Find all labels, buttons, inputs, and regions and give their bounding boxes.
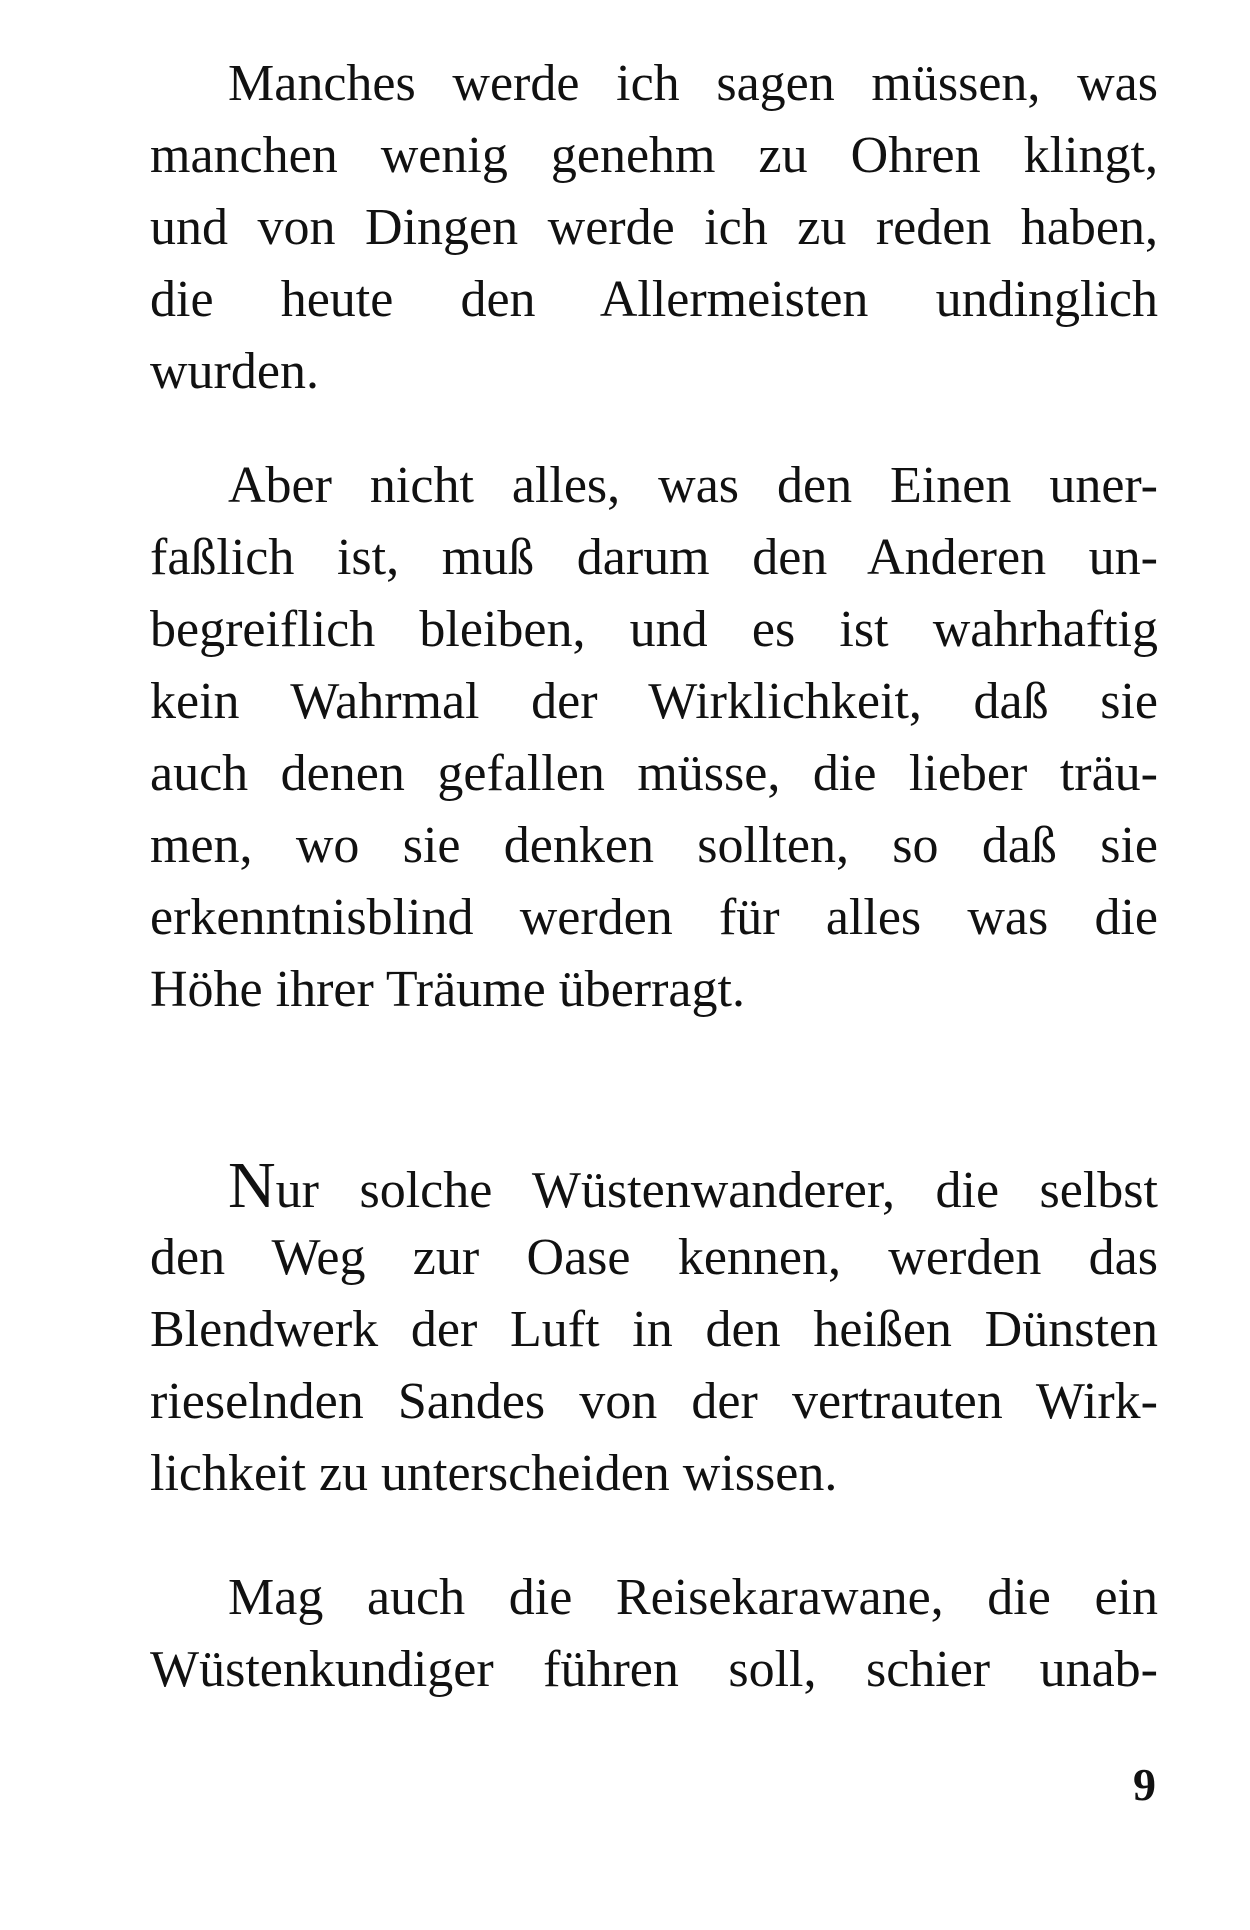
text-line: lichkeit zu unterscheiden wissen.	[150, 1445, 838, 1502]
paragraph-2	[150, 450, 1158, 1026]
text-line: Mag auch die Reisekarawane, die ein	[228, 1569, 1158, 1626]
text-line-first	[150, 1150, 1158, 1222]
text-line: erkenntnisblind werden für alles was die	[150, 889, 1158, 946]
text-line: Blendwerk der Luft in den heißen Dünsten	[150, 1301, 1158, 1358]
text-line: rieselnden Sandes von der vertrauten Wirk-	[150, 1373, 1158, 1430]
text-line: Wüstenkundiger führen soll, schier unab-	[150, 1641, 1158, 1698]
text-line: und von Dingen werde ich zu reden haben,	[150, 199, 1158, 256]
paragraph-4	[150, 1562, 1158, 1706]
text-line: wurden.	[150, 343, 319, 400]
text-line: den Weg zur Oase kennen, werden das	[150, 1229, 1158, 1286]
text-line: manchen wenig genehm zu Ohren klingt,	[150, 127, 1158, 184]
first-line-text: ur solche Wüstenwanderer, die selbst	[275, 1162, 1158, 1219]
page-number: 9	[1133, 1759, 1156, 1810]
text-line: faßlich ist, muß darum den Anderen un-	[150, 529, 1158, 586]
text-line: auch denen gefallen müsse, die lieber träu-	[150, 745, 1158, 802]
text-line: begreiflich bleiben, und es ist wahrhaftig	[150, 601, 1158, 658]
text-line: men, wo sie denken sollten, so daß sie	[150, 817, 1158, 874]
text-line: die heute den Allermeisten undinglich	[150, 271, 1158, 328]
paragraph-1	[150, 48, 1158, 408]
text-line: Manches werde ich sagen müssen, was	[228, 55, 1158, 112]
drop-capital: N	[228, 1149, 276, 1222]
paragraph-3	[150, 1150, 1158, 1510]
text-line: Aber nicht alles, was den Einen uner-	[228, 457, 1158, 514]
text-line: kein Wahrmal der Wirklichkeit, daß sie	[150, 673, 1158, 730]
text-line: Höhe ihrer Träume überragt.	[150, 961, 745, 1018]
